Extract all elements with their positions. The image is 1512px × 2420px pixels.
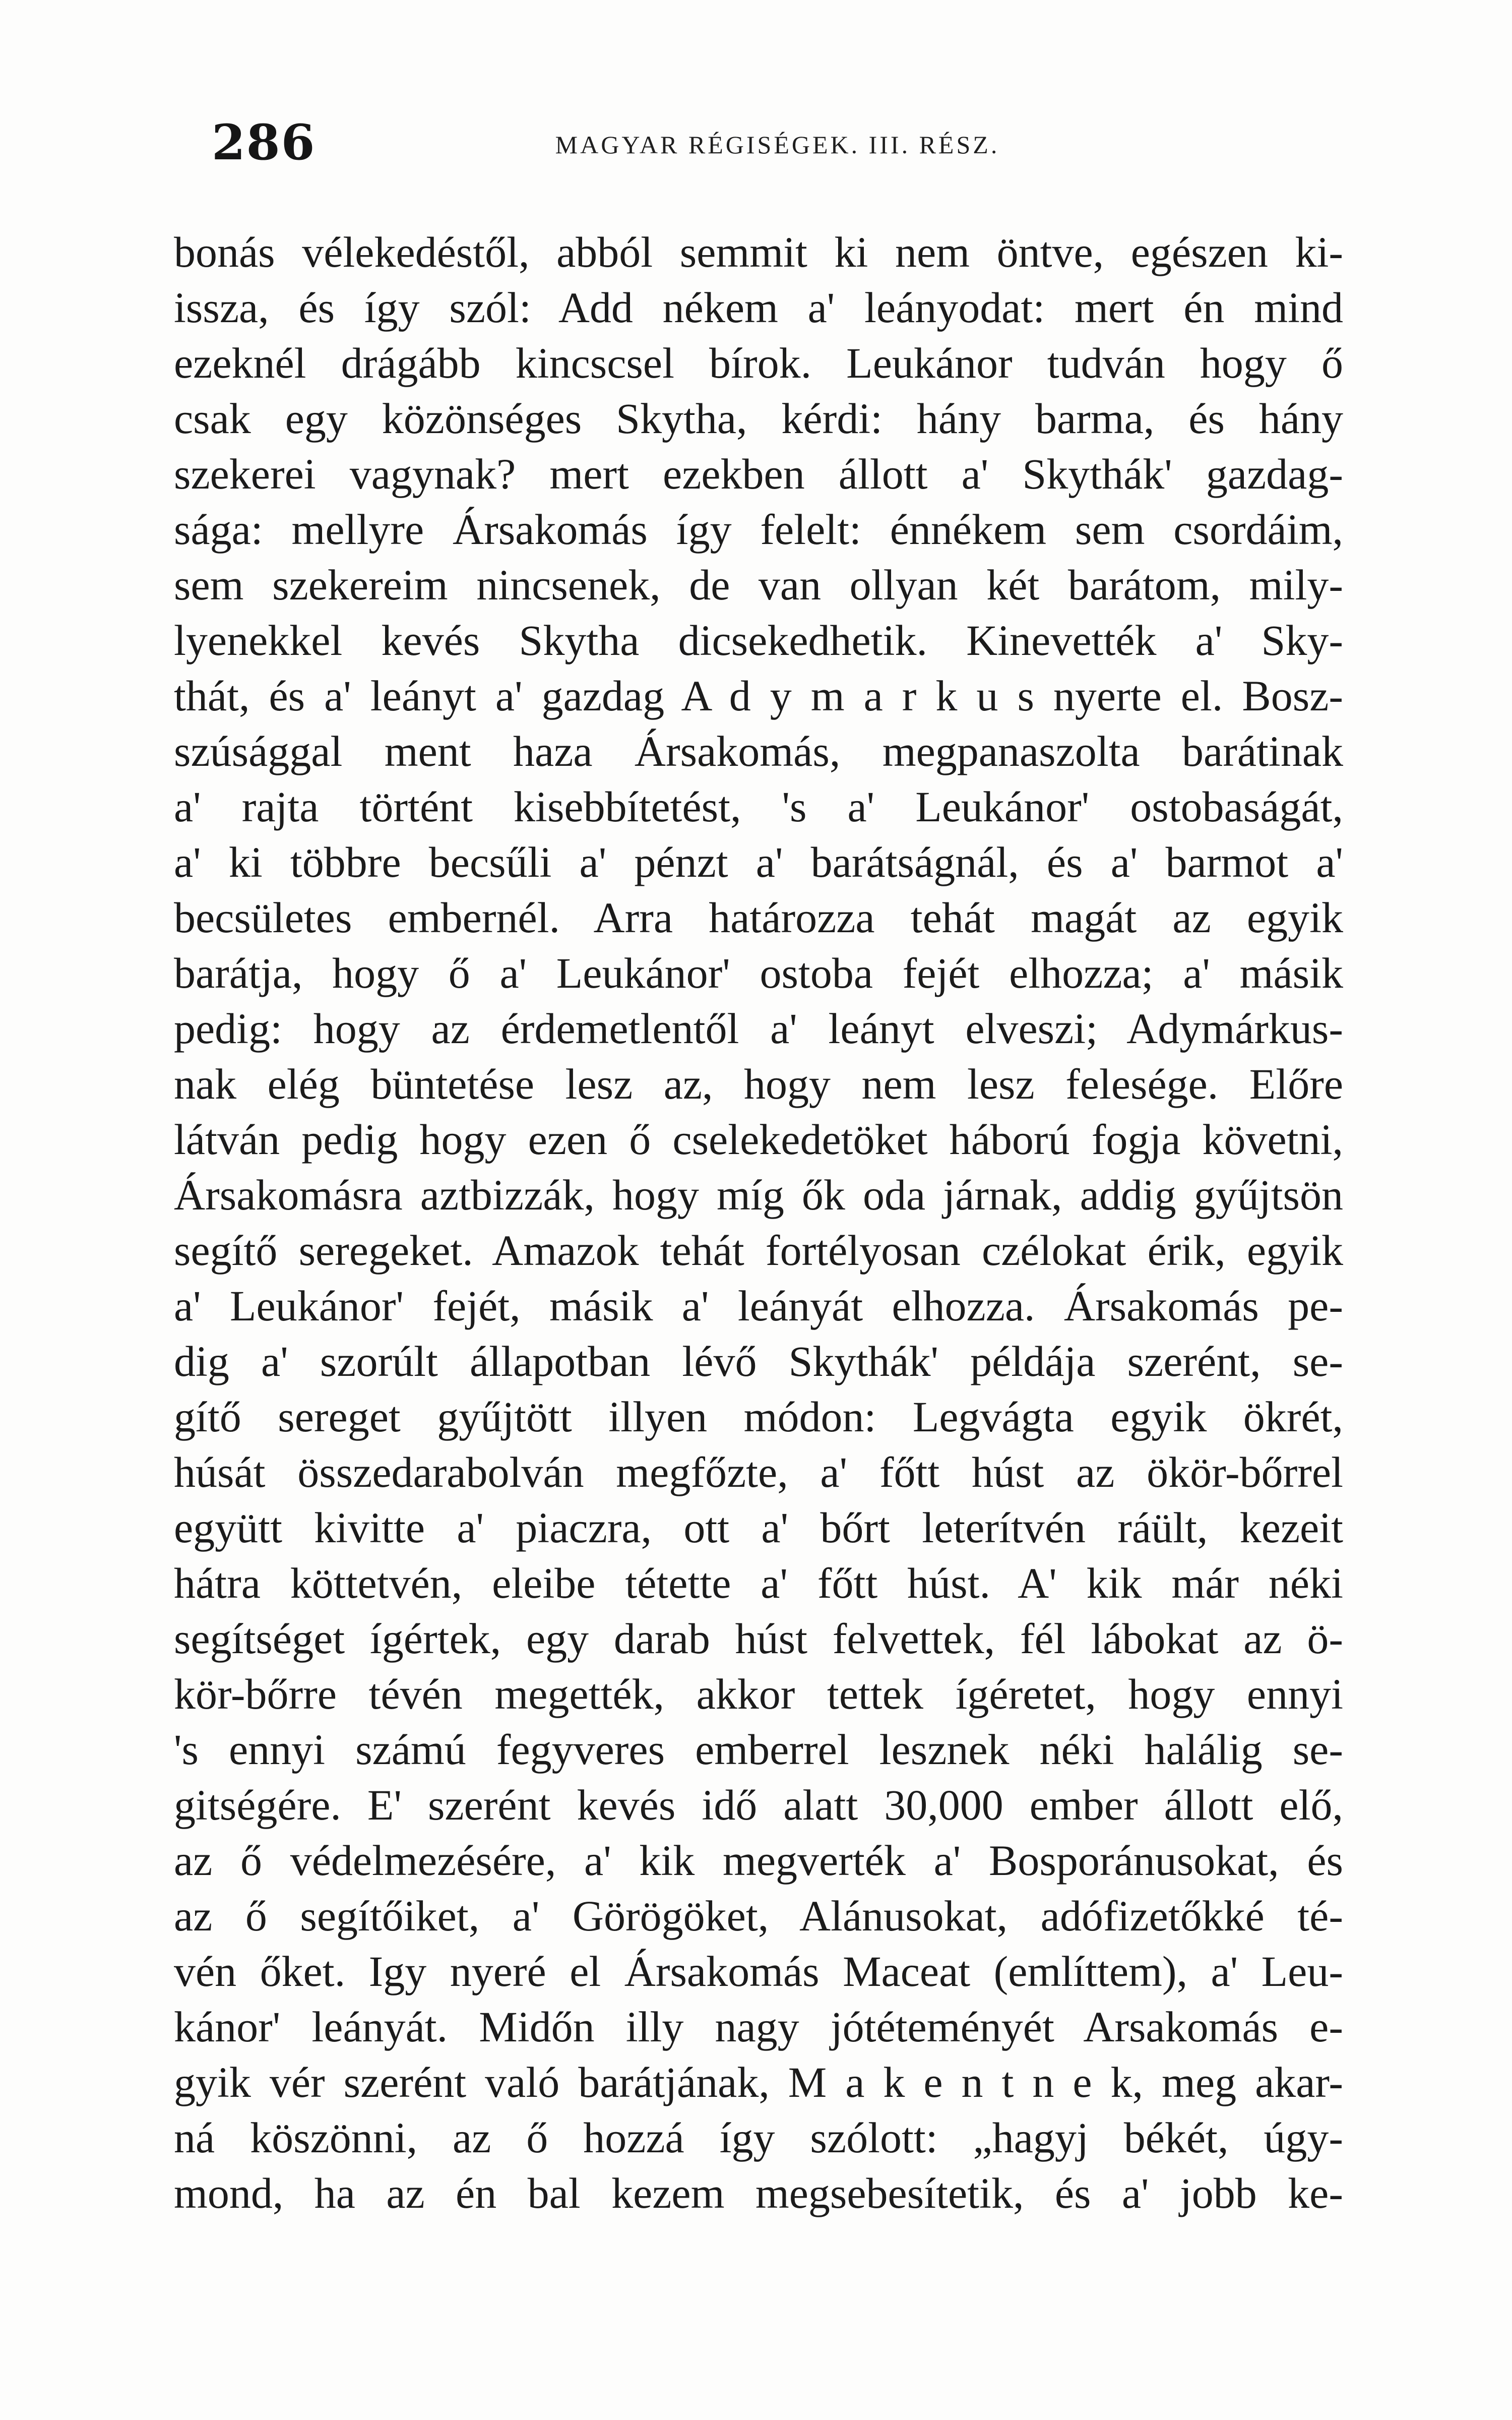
text-line: hátra köttetvén, eleibe tétette a' főtt húst. A' kik már néki xyxy=(174,1559,1343,1607)
text-line: szúsággal ment haza Ársakomás, megpanaszolta barátinak xyxy=(174,727,1343,775)
text-line: ná köszönni, az ő hozzá így szólott: „hagyj békét, úgy- xyxy=(174,2113,1343,2162)
text-line: szekerei vagynak? mert ezekben állott a' Skythák' gazdag- xyxy=(174,450,1343,498)
text-line: becsületes embernél. Arra határozza tehát magát az egyik xyxy=(174,893,1343,942)
text-line: thát, és a' leányt a' gazdag A d y m a r k u s nyerte el. Bosz- xyxy=(174,672,1343,720)
text-line: dig a' szorúlt állapotban lévő Skythák' példája szerént, se- xyxy=(174,1337,1343,1385)
text-line: ezeknél drágább kincscsel bírok. Leukánor tudván hogy ő xyxy=(174,339,1343,387)
text-line: segítő seregeket. Amazok tehát fortélyosan czélokat érik, egyik xyxy=(174,1226,1343,1275)
text-line: kánor' leányát. Midőn illy nagy jótéteményét Arsakomás e- xyxy=(174,2003,1343,2051)
text-line: pedig: hogy az érdemetlentől a' leányt elveszi; Adymárkus- xyxy=(174,1004,1343,1053)
running-head: MAGYAR RÉGISÉGEK. III. RÉSZ. xyxy=(555,131,1000,159)
text-line: az ő védelmezésére, a' kik megverték a' Bosporánusokat, és xyxy=(174,1836,1343,1885)
text-line: mond, ha az én bal kezem megsebesítetik, és a' jobb ke- xyxy=(174,2169,1343,2217)
text-line: csak egy közönséges Skytha, kérdi: hány barma, és hány xyxy=(174,394,1343,443)
text-line: sága: mellyre Ársakomás így felelt: énnékem sem csordáim, xyxy=(174,505,1343,554)
text-line: a' Leukánor' fejét, másik a' leányát elhozza. Ársakomás pe- xyxy=(174,1282,1343,1330)
text-line: gítő sereget gyűjtött illyen módon: Legvágta egyik ökrét, xyxy=(174,1393,1343,1441)
text-line: segítséget ígértek, egy darab húst felvettek, fél lábokat az ö- xyxy=(174,1614,1343,1663)
text-line: 's ennyi számú fegyveres emberrel lesznek néki halálig se- xyxy=(174,1725,1343,1774)
text-line: az ő segítőiket, a' Görögöket, Alánusokat, adófizetőkké té- xyxy=(174,1892,1343,1940)
text-line: nak elég büntetése lesz az, hogy nem lesz felesége. Előre xyxy=(174,1060,1343,1108)
text-line: issza, és így szól: Add nékem a' leányodat: mert én mind xyxy=(174,283,1343,332)
page-header xyxy=(212,115,1343,170)
text-line: gyik vér szerént való barátjának, M a k e n t n e k, meg akar- xyxy=(174,2058,1343,2106)
text-line: gitségére. E' szerént kevés idő alatt 30,000 ember állott elő, xyxy=(174,1781,1343,1829)
text-line: barátja, hogy ő a' Leukánor' ostoba fejét elhozza; a' másik xyxy=(174,949,1343,997)
page-number: 286 xyxy=(212,114,316,171)
body-text xyxy=(174,224,1343,2221)
text-line: sem szekereim nincsenek, de van ollyan két barátom, mily- xyxy=(174,561,1343,609)
text-line: bonás vélekedéstől, abból semmit ki nem öntve, egészen ki- xyxy=(174,228,1343,276)
text-line: a' rajta történt kisebbítetést, 's a' Leukánor' ostobaságát, xyxy=(174,782,1343,831)
text-line: látván pedig hogy ezen ő cselekedetöket háború fogja követni, xyxy=(174,1115,1343,1164)
text-line: vén őket. Igy nyeré el Ársakomás Maceat (említtem), a' Leu- xyxy=(174,1947,1343,1995)
text-line: kör-bőrre tévén megették, akkor tettek ígéretet, hogy ennyi xyxy=(174,1670,1343,1718)
text-line: a' ki többre becsűli a' pénzt a' barátságnál, és a' barmot a' xyxy=(174,838,1343,886)
text-line: Ársakomásra aztbizzák, hogy míg ők oda járnak, addig gyűjtsön xyxy=(174,1171,1343,1219)
text-line: húsát összedarabolván megfőzte, a' főtt húst az ökör-bőrrel xyxy=(174,1448,1343,1496)
text-line: együtt kivitte a' piaczra, ott a' bőrt leterítvén ráült, kezeit xyxy=(174,1503,1343,1552)
text-line: lyenekkel kevés Skytha dicsekedhetik. Kinevették a' Sky- xyxy=(174,616,1343,664)
